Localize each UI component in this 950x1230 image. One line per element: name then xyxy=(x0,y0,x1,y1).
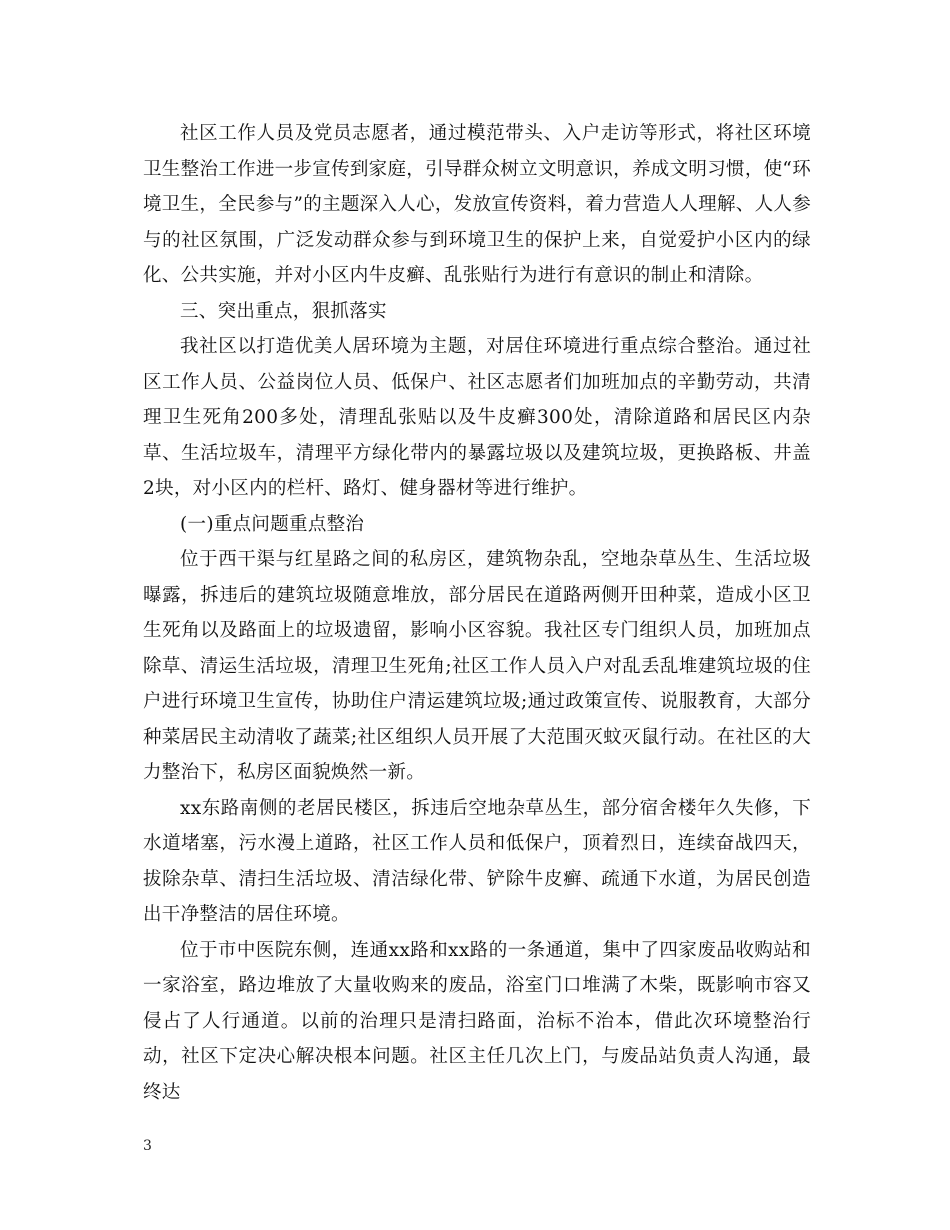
section-heading-focus: 三、突出重点，狠抓落实 xyxy=(180,300,387,322)
paragraph-hospital-passage: 位于市中医院东侧，连通xx路和xx路的一条通道，集中了四家废品收购站和一家浴室，路边堆放了大量收购来的废品，浴室门口堆满了木柴，既影响市容又侵占了人行通道。以前的治理只是清扫路面，治标不治本，借此次环境整治行动，社区下定决心解决根本问题。社区主任几次上门，与废品站负责人沟通，最终达 xyxy=(143,939,811,1103)
paragraph-private-housing-area: 位于西干渠与红星路之间的私房区，建筑物杂乱，空地杂草丛生、生活垃圾曝露，拆违后的建筑垃圾随意堆放，部分居民在道路两侧开田种菜，造成小区卫生死角以及路面上的垃圾遗留，影响小区容貌。我社区专门组织人员，加班加点除草、清运生活垃圾，清理卫生死角;社区工作人员入户对乱丢乱堆建筑垃圾的住户进行环境卫生宣传，协助住户清运建筑垃圾;通过政策宣传、说服教育，大部分种菜居民主动清收了蔬菜;社区组织人员开展了大范围灭蚊灭鼠行动。在社区的大力整治下，私房区面貌焕然一新。 xyxy=(143,549,811,783)
page-number: 3 xyxy=(143,1138,152,1154)
subheading-key-issues: (一)重点问题重点整治 xyxy=(180,513,365,535)
document-body xyxy=(143,116,811,1110)
paragraph-old-residential-buildings: xx东路南侧的老居民楼区，拆违后空地杂草丛生，部分宿舍楼年久失修，下水道堵塞，污水漫上道路，社区工作人员和低保户，顶着烈日，连续奋战四天，拔除杂草、清扫生活垃圾、清洁绿化带、铲除牛皮癣、疏通下水道，为居民创造出干净整洁的居住环境。 xyxy=(143,797,811,925)
paragraph-comprehensive-cleanup: 我社区以打造优美人居环境为主题，对居住环境进行重点综合整治。通过社区工作人员、公益岗位人员、低保户、社区志愿者们加班加点的辛勤劳动，共清理卫生死角200多处，清理乱张贴以及牛皮癣300处，清除道路和居民区内杂草、生活垃圾车，清理平方绿化带内的暴露垃圾以及建筑垃圾，更换路板、井盖2块，对小区内的栏杆、路灯、健身器材等进行维护。 xyxy=(143,336,811,499)
paragraph-sanitation-publicity: 社区工作人员及党员志愿者，通过模范带头、入户走访等形式，将社区环境卫生整治工作进一步宣传到家庭，引导群众树立文明意识，养成文明习惯，使“环境卫生，全民参与”的主题深入人心，发放宣传资料，着力营造人人理解、人人参与的社区氛围，广泛发动群众参与到环境卫生的保护上来，自觉爱护小区内的绿化、公共实施，并对小区内牛皮癣、乱张贴行为进行有意识的制止和清除。 xyxy=(143,123,811,286)
